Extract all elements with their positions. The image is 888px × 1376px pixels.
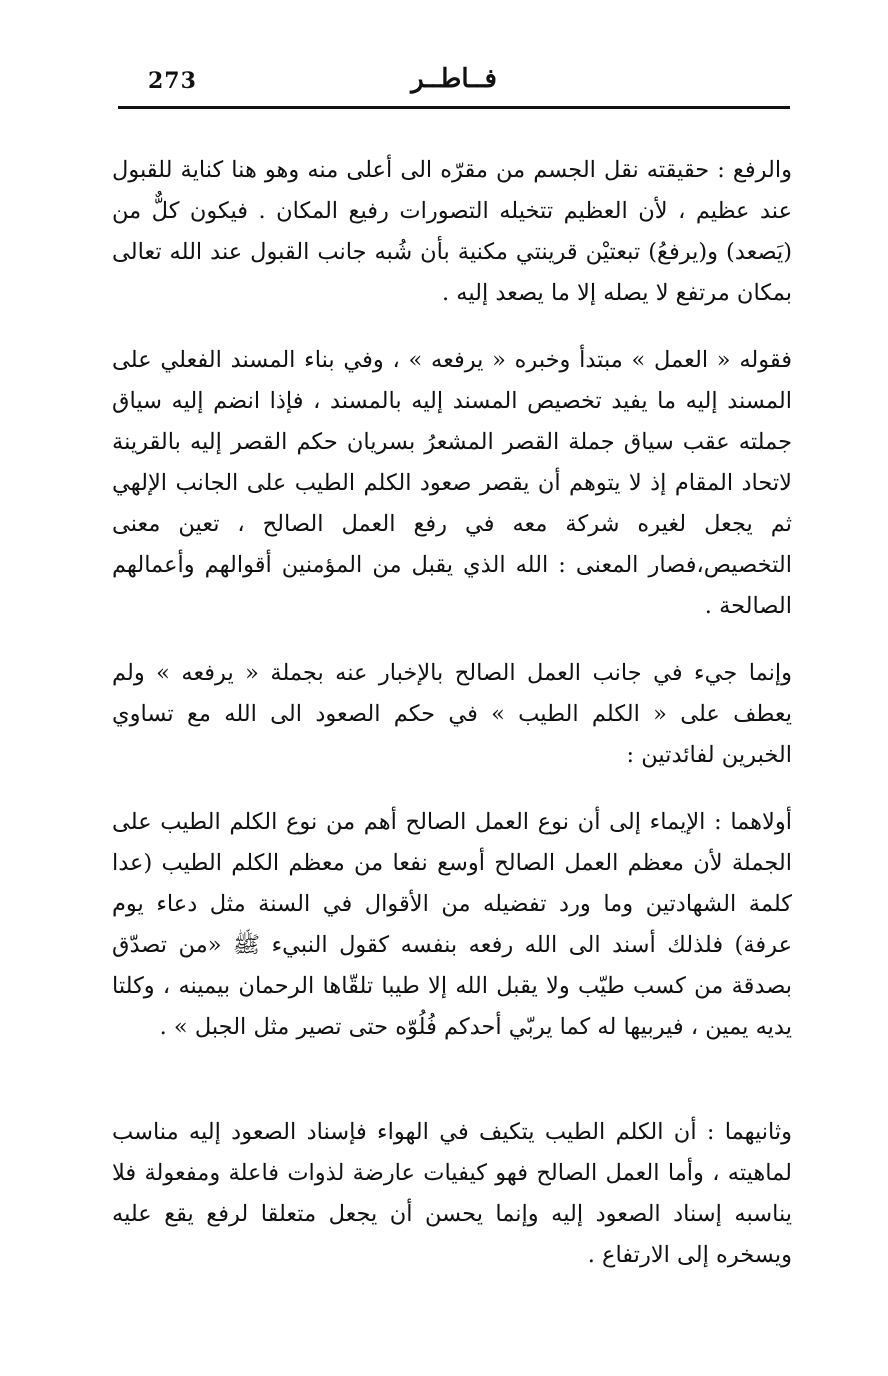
paragraph-first-benefit: أولاهما : الإيماء إلى أن نوع العمل الصالح أهم من نوع الكلم الطيب على الجملة لأن معظم العمل الصالح أوسع نفعا من معظم الكلم الطيب (عدا كلمة الشهادتين وما ورد تفضيله من الأقوال في السنة مثل دعاء يوم عرفة) فلذلك أسند الى الله رفعه بنفسه كقول النبيء ﷺ «من تصدّق بصدقة من كسب طيّب ولا يقبل الله إلا طيبا تلقّاها الرحمان بيمينه ، وكلتا يديه يمين ، فيربيها له كما يربّي أحدكم فُلُوّه حتى تصير مثل الجبل » . bbox=[112, 809, 792, 1040]
paragraph-tafsir-sentence: فقوله « العمل » مبتدأ وخبره « يرفعه » ، وفي بناء المسند الفعلي على المسند إليه ما يفيد تخصيص المسند إليه بالمسند ، فإذا انضم إليه سياق جملته عقب سياق جملة القصر المشعرُ بسريان حكم القصر إليه بالقرينة لاتحاد المقام إذ لا يتوهم أن يقصر صعود الكلم الطيب على الجانب الإلهي ثم يجعل لغيره شركة معه في رفع العمل الصالح ، تعين معنى التخصيص،فصار المعنى : الله الذي يقبل من المؤمنين أقوالهم وأعمالهم الصالحة . bbox=[112, 347, 792, 619]
page-header bbox=[118, 62, 790, 102]
paragraph-two-benefits: وإنما جيء في جانب العمل الصالح بالإخبار عنه بجملة « يرفعه » ولم يعطف على « الكلم الطيب » في حكم الصعود الى الله مع تساوي الخبرين لفائدتين : bbox=[112, 660, 792, 768]
paragraph-raf: والرفع : حقيقته نقل الجسم من مقرّه الى أعلى منه وهو هنا كناية للقبول عند عظيم ، لأن العظيم تتخيله التصورات رفيع المكان . فيكون كلٌّ من (يَصعد) و(يرفعُ) تبعتيْن قرينتي مكنية بأن شُبه جانب القبول عند الله تعالى بمكان مرتفع لا يصله إلا ما يصعد إليه . bbox=[112, 157, 792, 306]
page-body bbox=[112, 150, 792, 1276]
surah-title: فــاطــر bbox=[411, 64, 497, 94]
header-divider bbox=[118, 106, 790, 109]
paragraph-second-benefit: وثانيهما : أن الكلم الطيب يتكيف في الهواء فإسناد الصعود إليه مناسب لماهيته ، وأما العمل الصالح فهو كيفيات عارضة لذوات فاعلة ومفعولة فلا يناسبه إسناد الصعود إليه وإنما يحسن أن يجعل متعلقا لرفع يقع عليه ويسخره إلى الارتفاع . bbox=[112, 1119, 792, 1268]
page-number: 273 bbox=[148, 68, 197, 94]
